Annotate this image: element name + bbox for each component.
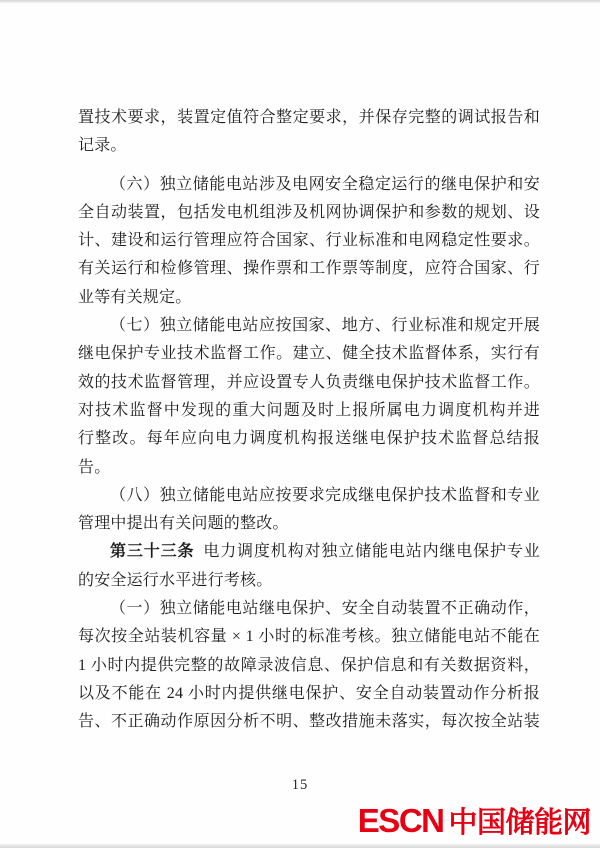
page-number: 15 (291, 777, 309, 793)
doc-line-item-1: （一）独立储能电站继电保护、安全自动装置不正确动作， (110, 600, 540, 618)
doc-line: 业等有关规定。 (78, 288, 192, 306)
doc-line-item-6: （六）独立储能电站涉及电网安全稳定运行的继电保护和安 (110, 175, 540, 193)
doc-line: 置技术要求，装置定值符合整定要求，并保存完整的调试报告和 (78, 109, 540, 126)
doc-line: 对技术监督中发现的重大问题及时上报所属电力调度机构并进 (78, 401, 540, 419)
doc-line: 1 小时内提供完整的故障录波信息、保护信息和有关数据资料， (78, 656, 540, 674)
doc-line-item-7: （七）独立储能电站应按国家、地方、行业标准和规定开展 (110, 317, 540, 335)
escn-logo-chinese: 中国储能网 (448, 807, 591, 839)
doc-line: 每次按全站装机容量 × 1 小时的标准考核。独立储能电站不能在 (78, 628, 540, 646)
doc-line: 告。 (78, 458, 111, 476)
escn-logo-latin: ESCN (357, 802, 444, 839)
doc-line: 以及不能在 24 小时内提供继电保护、安全自动装置动作分析报 (78, 684, 540, 702)
escn-logo (358, 802, 591, 847)
document-text-block (78, 104, 540, 737)
article-text: 电力调度机构对独立储能电站内继电保护专业 (203, 543, 540, 561)
doc-line: 全自动装置，包括发电机组涉及机网协调保护和参数的规划、设 (78, 203, 540, 221)
doc-line-item-8: （八）独立储能电站应按要求完成继电保护技术监督和专业 (110, 486, 540, 504)
doc-line: 效的技术监督管理，并应设置专人负责继电保护技术监督工作。 (78, 373, 540, 391)
doc-line: 计、建设和运行管理应符合国家、行业标准和电网稳定性要求。 (78, 232, 540, 250)
doc-line: 继电保护专业技术监督工作。建立、健全技术监督体系，实行有 (78, 345, 540, 363)
doc-line: 有关运行和检修管理、操作票和工作票等制度，应符合国家、行 (78, 260, 540, 278)
doc-line: 行整改。每年应向电力调度机构报送继电保护技术监督总结报 (78, 430, 540, 448)
doc-line: 记录。 (78, 137, 127, 155)
scan-edge-bottom (0, 844, 600, 848)
doc-line: 告、不正确动作原因分析不明、整改措施未落实，每次按全站装 (78, 713, 540, 731)
doc-line: 管理中提出有关问题的整改。 (78, 515, 289, 533)
doc-line: 的安全运行水平进行考核。 (78, 571, 273, 589)
article-33-heading-line (78, 538, 540, 566)
scan-edge-top (0, 0, 600, 3)
article-number: 第三十三条 (110, 543, 195, 561)
